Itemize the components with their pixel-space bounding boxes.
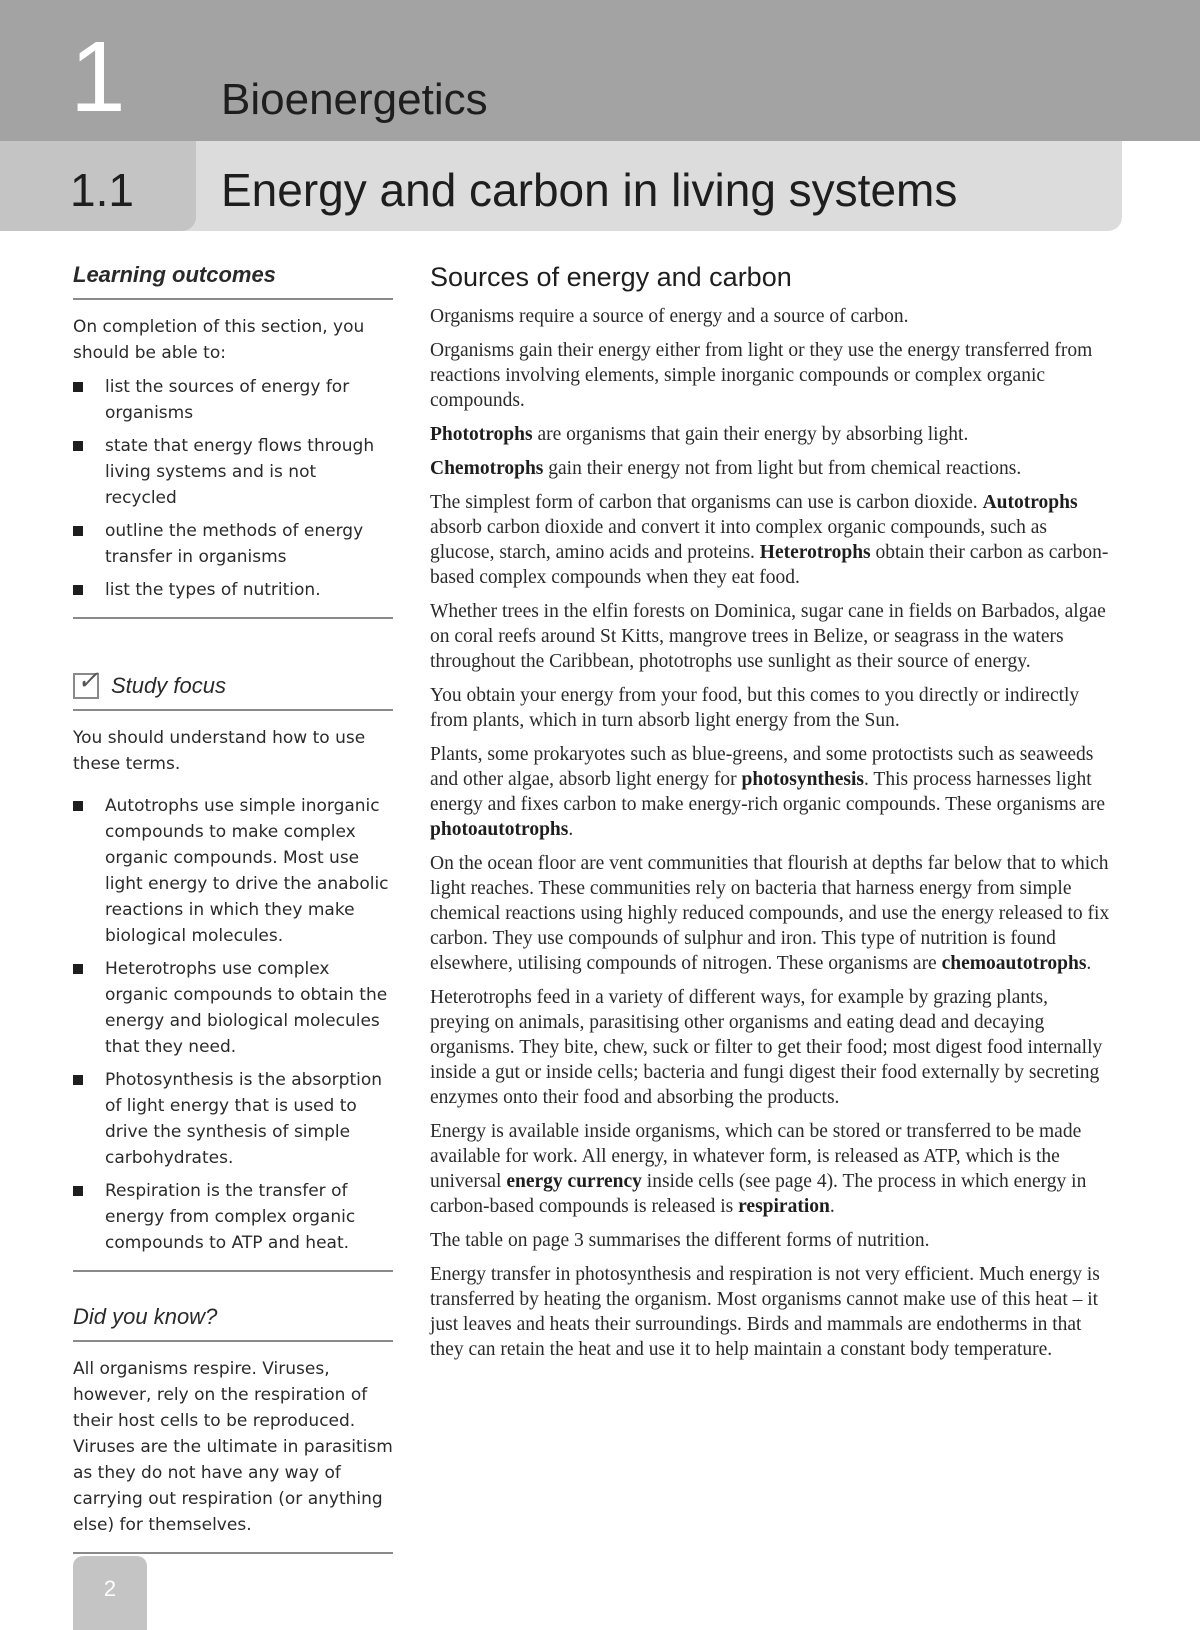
paragraph — [430, 1119, 1110, 1219]
paragraph-text: inside cells (see page 4). The process in which energy in carbon-based compounds is released is — [430, 1171, 1087, 1217]
list-item — [73, 956, 393, 1060]
key-term: Autotrophs — [982, 492, 1078, 513]
paragraph-text: The simplest form of carbon that organisms can use is carbon dioxide. — [430, 492, 983, 513]
bullet-icon — [73, 964, 83, 974]
bullet-icon — [73, 801, 83, 811]
list-item — [73, 1178, 393, 1256]
chapter-header-band — [0, 0, 1200, 141]
paragraph — [430, 456, 1110, 481]
paragraph — [430, 490, 1110, 590]
learning-outcomes-list — [73, 374, 393, 603]
paragraph: Organisms gain their energy either from light or they use the energy transferred from reactions involving elements, simple inorganic compounds or complex organic compounds. — [430, 340, 1093, 411]
paragraph-text: Energy is available inside organisms, which can be stored or transferred to be made available for work. All energy, in whatever form, is released as ATP, which is the universal — [430, 1121, 1082, 1192]
paragraph-text: . — [829, 1196, 835, 1217]
list-item — [73, 433, 393, 511]
paragraph: You obtain your energy from your food, but this comes to you directly or indirectly from plants, which in turn absorb light energy from the Sun. — [430, 685, 1080, 731]
paragraph-text: . This process harnesses light energy and fixes carbon to make energy-rich organic compounds. These organisms are — [430, 769, 1106, 815]
did-you-know-heading: Did you know? — [73, 1300, 393, 1342]
list-item — [73, 374, 393, 426]
study-focus-box — [73, 665, 393, 1272]
bullet-icon — [73, 1075, 83, 1085]
paragraph: The table on page 3 summarises the different forms of nutrition. — [430, 1230, 930, 1251]
key-term: Phototrophs — [430, 424, 533, 445]
page-number: 2 — [103, 1576, 117, 1601]
paragraph: Organisms require a source of energy and a source of carbon. — [430, 306, 909, 327]
paragraph-text: absorb carbon dioxide and convert it into complex organic compounds, such as glucose, starch, amino acids and proteins. — [430, 517, 1047, 563]
list-item-text: state that energy flows through living systems and is not recycled — [105, 436, 375, 508]
study-focus-list — [73, 793, 393, 1256]
chapter-title: Bioenergetics — [221, 75, 488, 124]
main-content — [430, 258, 1110, 1371]
paragraph — [430, 851, 1110, 976]
section-title: Energy and carbon in living systems — [221, 164, 958, 216]
key-term: photosynthesis — [741, 769, 865, 790]
section-number: 1.1 — [70, 164, 134, 216]
bullet-icon — [73, 441, 83, 451]
learning-outcomes-heading: Learning outcomes — [73, 258, 393, 300]
divider — [73, 1270, 393, 1272]
key-term: Chemotrophs — [430, 458, 544, 479]
chapter-number: 1 — [70, 21, 126, 133]
list-item-text: list the sources of energy for organisms — [105, 377, 350, 423]
divider — [73, 1552, 393, 1554]
list-item-text: Respiration is the transfer of energy from complex organic compounds to ATP and heat. — [105, 1181, 356, 1253]
paragraph — [430, 422, 1110, 447]
learning-outcomes-intro: On completion of this section, you should be able to: — [73, 317, 365, 363]
study-focus-intro: You should understand how to use these terms. — [73, 728, 366, 774]
paragraph: Heterotrophs feed in a variety of different ways, for example by grazing plants, preying on animals, parasitising other organisms and eating dead and decaying organisms. They bite, chew, suck or filter to get their food; most digest food internally inside a gut or inside cells; bacteria and fungi digest their food externally by secreting enzymes onto their food and absorbing the products. — [430, 987, 1103, 1108]
paragraph-text: Plants, some prokaryotes such as blue-greens, and some protoctists such as seaweeds and other algae, absorb light energy for — [430, 744, 1094, 790]
paragraph — [430, 742, 1110, 842]
bullet-icon — [73, 1186, 83, 1196]
bullet-icon — [73, 585, 83, 595]
study-focus-heading-row — [73, 665, 393, 711]
list-item — [73, 518, 393, 570]
check-icon: ✓ — [73, 673, 99, 699]
main-heading: Sources of energy and carbon — [430, 262, 792, 292]
key-term: energy currency — [506, 1171, 642, 1192]
list-item — [73, 1067, 393, 1171]
paragraph-text: gain their energy not from light but from chemical reactions. — [543, 458, 1022, 479]
sidebar — [73, 258, 393, 1554]
study-focus-heading: Study focus — [111, 673, 226, 698]
list-item-text: list the types of nutrition. — [105, 580, 321, 600]
list-item-text: Autotrophs use simple inorganic compounds to make complex organic compounds. Most use light energy to drive the anabolic reactions in which they make biological molecules. — [105, 796, 389, 946]
paragraph: Whether trees in the elfin forests on Dominica, sugar cane in fields on Barbados, algae on coral reefs around St Kitts, mangrove trees in Belize, or seagrass in the waters throughout the Caribbean, phototrophs use sunlight as their source of energy. — [430, 601, 1106, 672]
list-item — [73, 793, 393, 949]
key-term: respiration — [738, 1196, 830, 1217]
learning-outcomes-box — [73, 258, 393, 619]
list-item-text: Heterotrophs use complex organic compounds to obtain the energy and biological molecules that they need. — [105, 959, 388, 1057]
did-you-know-box — [73, 1300, 393, 1554]
paragraph-text: On the ocean floor are vent communities that flourish at depths far below that to which light reaches. These communities rely on bacteria that harness energy from simple chemical reactions using highly reduced compounds, and use the energy released to fix carbon. They use compounds of sulphur and iron. This type of nutrition is found elsewhere, utilising compounds of nitrogen. These organisms are — [430, 853, 1110, 974]
paragraph: Energy transfer in photosynthesis and respiration is not very efficient. Much energy is transferred by heating the organism. Most organisms cannot make use of this heat – it just leaves and heats their surroundings. Birds and mammals are endotherms in that they can retain the heat and use it to help maintain a constant body temperature. — [430, 1264, 1100, 1360]
key-term: Heterotrophs — [759, 542, 871, 563]
paragraph-text: obtain their carbon as carbon-based complex compounds when they eat food. — [430, 542, 1109, 588]
key-term: chemoautotrophs — [941, 953, 1087, 974]
paragraph-text: . — [1086, 953, 1092, 974]
list-item — [73, 577, 393, 603]
bullet-icon — [73, 382, 83, 392]
did-you-know-text: All organisms respire. Viruses, however, rely on the respiration of their host cells to be reproduced. Viruses are the ultimate in parasitism as they do not have any way of carrying out respiration (or anything else) for themselves. — [73, 1359, 393, 1535]
key-term: photoautotrophs — [430, 819, 569, 840]
list-item-text: outline the methods of energy transfer in organisms — [105, 521, 364, 567]
list-item-text: Photosynthesis is the absorption of light energy that is used to drive the synthesis of simple carbohydrates. — [105, 1070, 383, 1168]
bullet-icon — [73, 526, 83, 536]
paragraph-text: are organisms that gain their energy by absorbing light. — [532, 424, 969, 445]
paragraph-text: . — [568, 819, 574, 840]
divider — [73, 617, 393, 619]
